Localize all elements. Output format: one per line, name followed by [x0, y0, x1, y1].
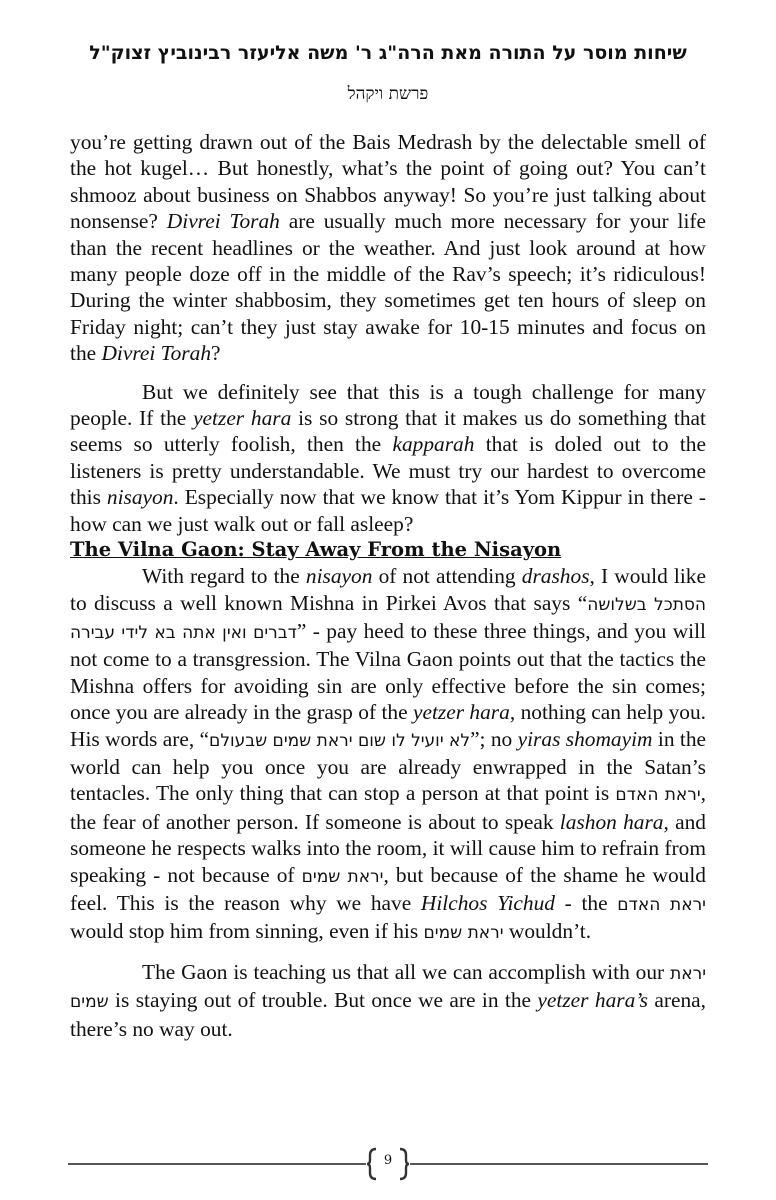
italic-term: Divrei Torah	[166, 209, 280, 234]
text-run: , and someone he respects walks into the room, it will cause him to refrain from speaking - not because of	[70, 809, 706, 887]
paragraph-2	[70, 379, 706, 537]
text-run: With regard to the	[142, 564, 306, 589]
text-run: in the world can help you once you are already enwrapped in the Satan’s tentacles. The only thing that can stop a person at that point is	[70, 726, 707, 806]
paragraph-1	[70, 129, 706, 367]
italic-term: yetzer hara’s	[537, 988, 648, 1013]
page-number-ornament	[366, 1146, 410, 1182]
italic-term: nisayon	[305, 564, 373, 589]
text-run: , nothing can help you. His words are, “	[70, 700, 707, 751]
text-run: ”; no	[470, 726, 518, 751]
paragraph-4	[70, 959, 706, 1042]
text-run: wouldn’t.	[503, 919, 592, 944]
paragraph-3	[70, 563, 706, 947]
hebrew-term: יראת שמים	[423, 923, 504, 944]
body-text	[70, 129, 706, 1042]
text-run: are usually much more necessary for your life than the recent headlines or the weather. And just look around at how many people doze off in the middle of the Rav’s speech; it’s ridiculous! During the winter shabbosim, they sometimes get ten hours of sleep on Friday night; can’t they just stay awake for 10-15 minutes and focus on the	[70, 209, 707, 366]
running-header-title: שיחות מוסר על התורה מאת הרה"ג ר' משה אליעזר רבינוביץ זצוק"ל	[89, 42, 687, 64]
text-run: you’re getting drawn out of the Bais Medrash by the delectable smell of the hot kugel… But honestly, what’s the point of going out? You can’t shmooz about business on Shabbos anyway! So you’re just talking about nonsense?	[70, 130, 706, 234]
hebrew-term: יראת שמים	[70, 963, 706, 1013]
text-run: , I would like to discuss a well known Mishna in Pirkei Avos that says “	[70, 564, 706, 615]
text-run: - the	[554, 890, 618, 915]
text-run: is staying out of trouble. But once we are in the	[108, 988, 538, 1013]
text-run: But we definitely see that this is a tough challenge for many people. If the	[70, 379, 706, 431]
hebrew-term: יראת שמים	[301, 866, 384, 887]
text-run: that is doled out to the listeners is pretty understandable. We must try our hardest to overcome this	[70, 432, 707, 510]
italic-term: lashon hara	[559, 809, 664, 834]
hebrew-quote: לא יועיל לו שום יראת שמים שבעולם	[209, 730, 471, 751]
italic-term: nisayon	[106, 485, 174, 510]
italic-term: drashos	[521, 564, 590, 589]
italic-term: yiras shomayim	[517, 726, 653, 751]
text-run: , the fear of another person. If someone is about to speak	[70, 781, 706, 834]
hebrew-term: יראת האדם	[615, 785, 701, 806]
italic-term: yetzer hara	[412, 700, 510, 725]
footer-rule-right	[410, 1163, 708, 1165]
text-run: . Especially now that we know that it’s Yom Kippur in there - how can we just walk out or fall asleep?	[70, 485, 706, 536]
italic-term: Divrei Torah	[101, 341, 212, 366]
italic-term: Hilchos Yichud	[420, 890, 555, 915]
text-run: , but because of the shame he would feel. This is the reason why we have	[70, 862, 706, 915]
hebrew-term: יראת האדם	[617, 894, 706, 915]
hebrew-quote: הסתכל בשלושה דברים ואין אתה בא לידי עבירה	[70, 594, 706, 643]
text-run: ?	[211, 341, 221, 366]
footer-rule-left	[68, 1163, 366, 1165]
text-run: arena, there’s no way out.	[70, 988, 706, 1041]
italic-term: yetzer hara	[193, 406, 292, 431]
text-run: would stop him from sinning, even if his	[70, 919, 424, 944]
page-number: 9	[383, 1153, 393, 1168]
italic-term: kapparah	[392, 432, 475, 457]
text-run: is so strong that it makes us do something that seems so utterly foolish, then the	[70, 406, 706, 457]
text-run: The Gaon is teaching us that all we can accomplish with our	[142, 959, 671, 984]
running-header-parsha: פרשת ויקהל	[347, 84, 429, 104]
text-run: ” - pay heed to these three things, and you will not come to a transgression. The Vilna Gaon points out that the tactics the Mishna offers for avoiding sin are only effective before the sin comes; once you are already in the grasp of the	[70, 618, 707, 725]
text-run: of not attending	[372, 564, 522, 589]
section-heading: The Vilna Gaon: Stay Away From the Nisayon	[70, 538, 562, 562]
